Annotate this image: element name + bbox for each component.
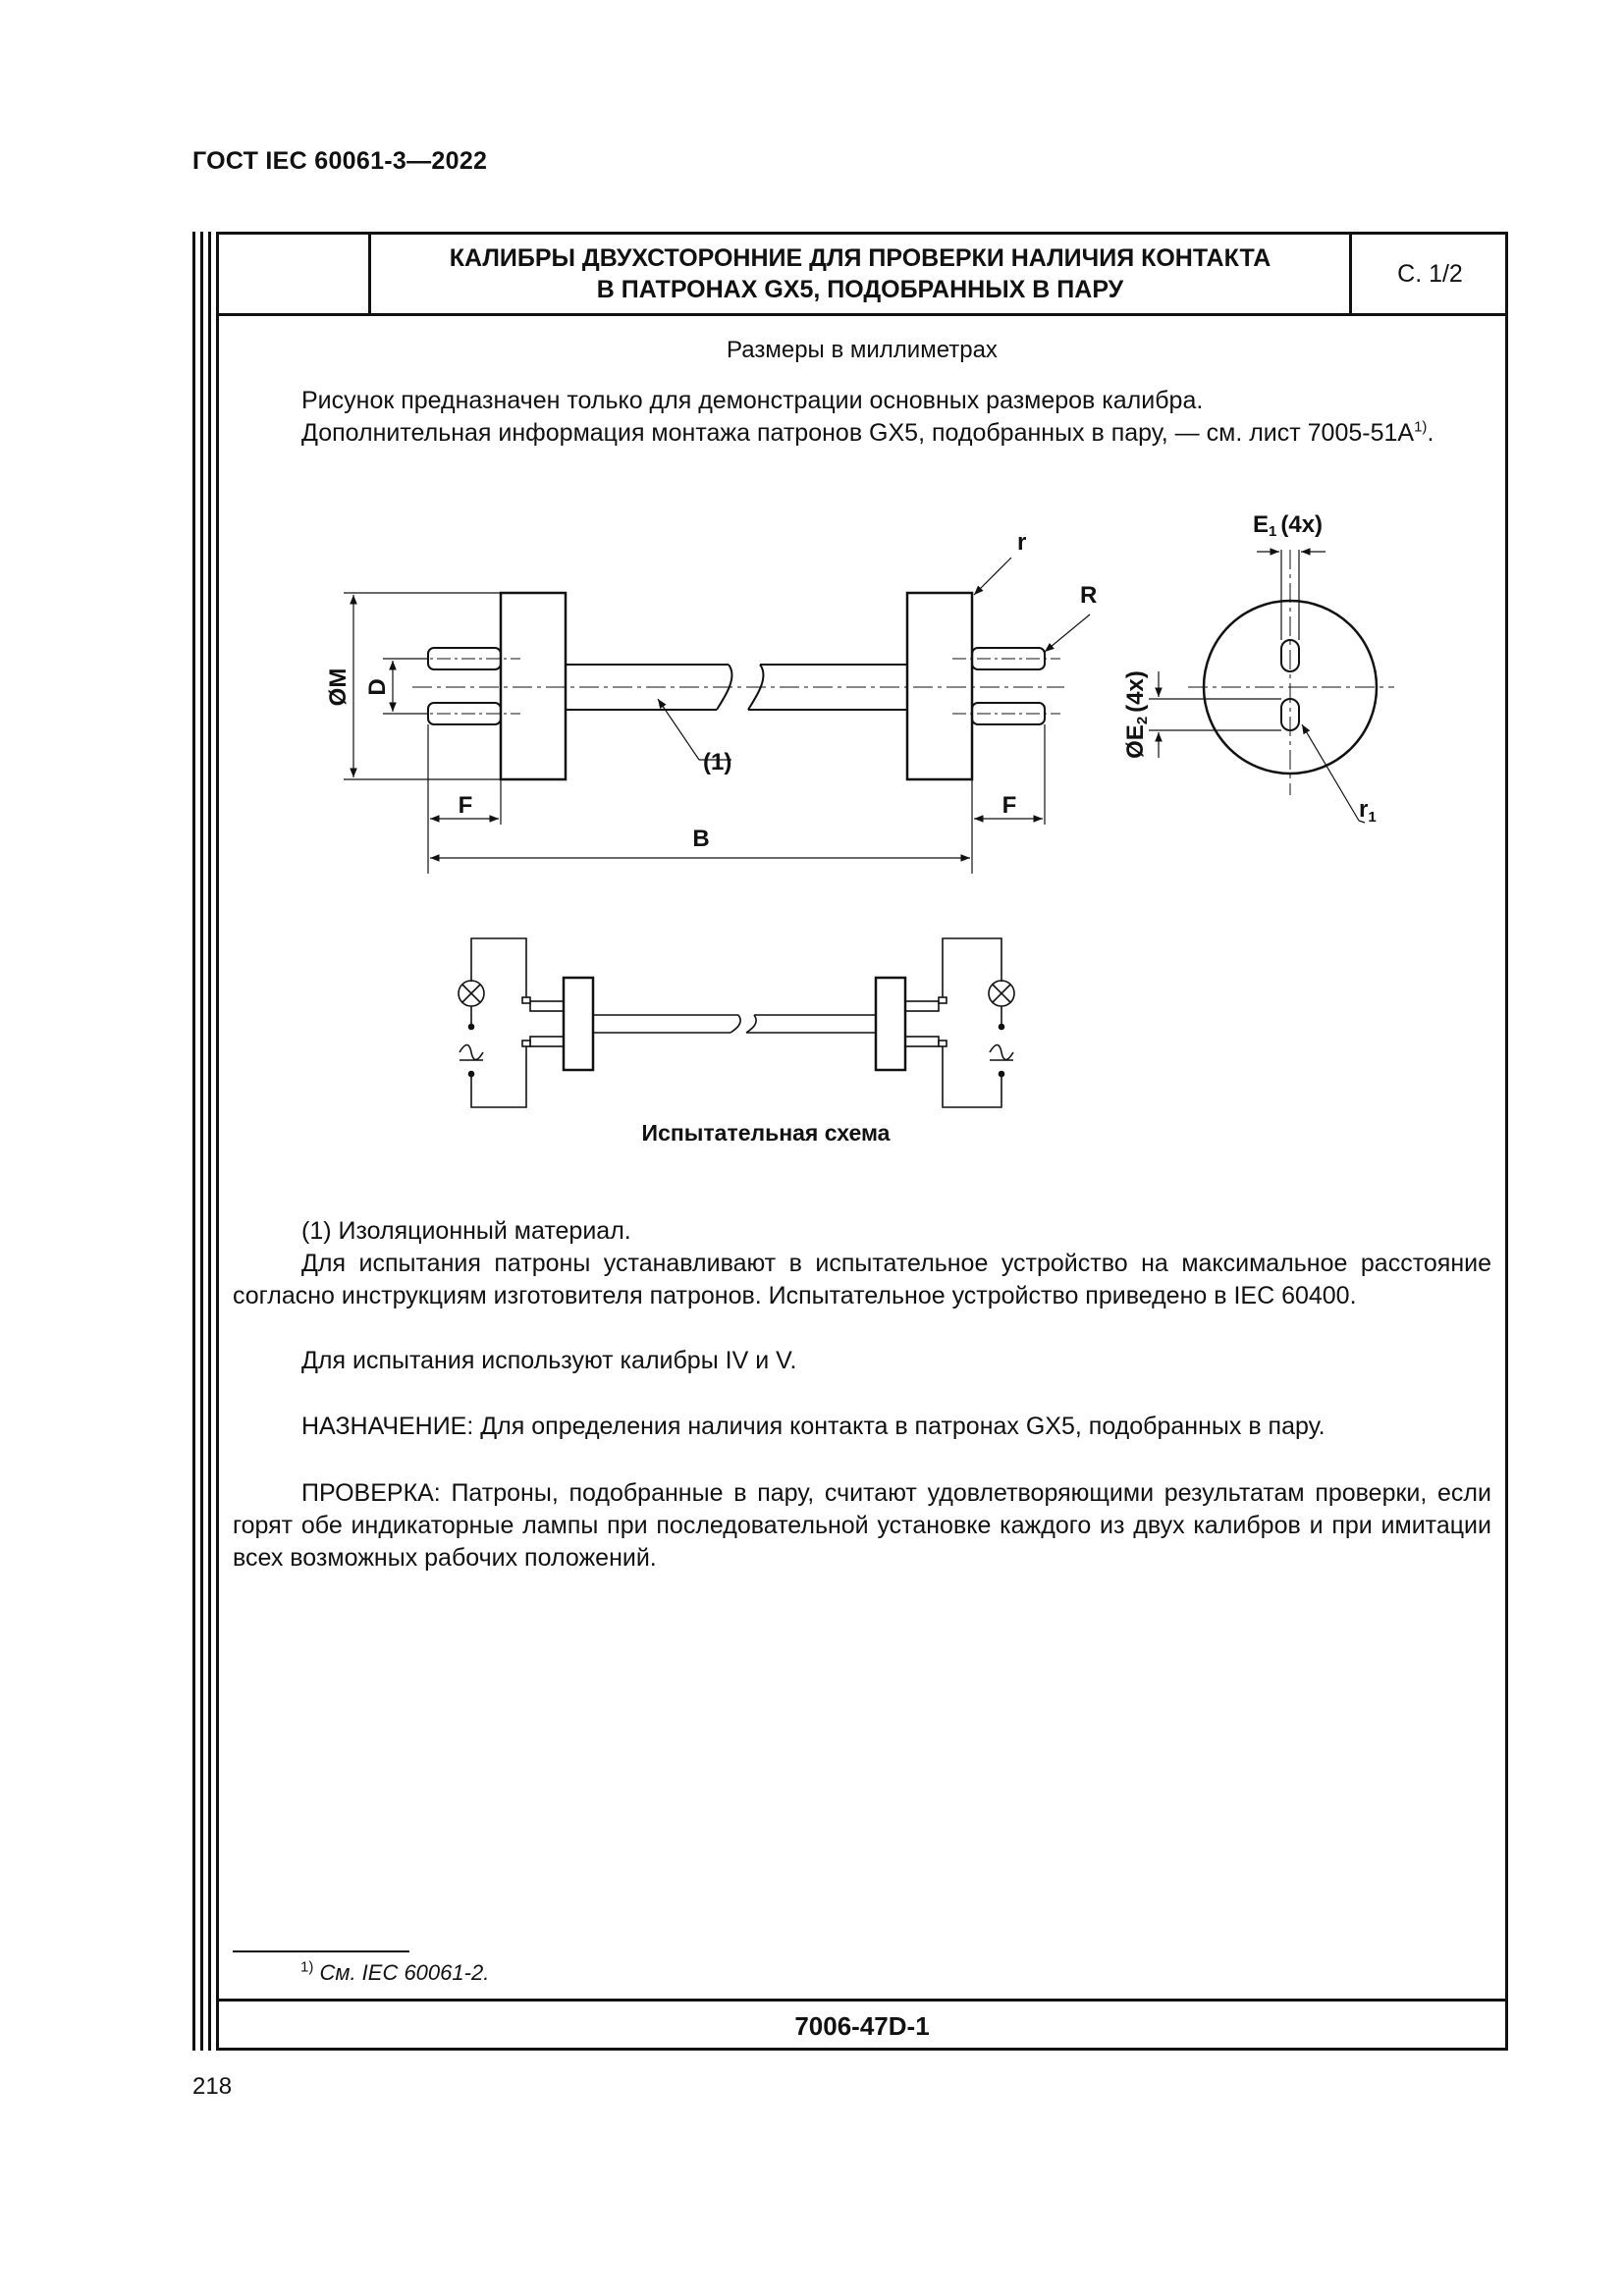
right-flange — [907, 593, 972, 779]
label-e2: ØE2(4x) — [1122, 670, 1151, 759]
footnote-rule — [233, 1950, 409, 1952]
label-d: D — [364, 678, 391, 696]
test-paragraph: Для испытания патроны устанавливают в испытательное устройство на максимальное расстояние согласно инструкциям изготовителя патронов. Испытательное устройство приведено в IEC 60400. — [233, 1250, 1491, 1309]
gauges-paragraph: Для испытания используют калибры IV и V. — [301, 1347, 797, 1374]
intro-paragraph-1-text: Рисунок предназначен только для демонстрации основных размеров калибра. — [301, 387, 1204, 414]
purpose-paragraph: НАЗНАЧЕНИЕ: Для определения наличия контакта в патронах GX5, подобранных в пару. — [301, 1413, 1325, 1440]
footnote-text: См. IEC 60061-2. — [319, 1960, 490, 1985]
sheet-title-line-1: КАЛИБРЫ ДВУХСТОРОННИЕ ДЛЯ ПРОВЕРКИ НАЛИЧИЯ КОНТАКТА — [449, 244, 1271, 272]
dimensions-note: Размеры в миллиметрах — [727, 337, 998, 363]
leader-r-small — [974, 558, 1011, 595]
footnote-marker: 1) — [300, 1958, 314, 1976]
label-r-small: r — [1017, 529, 1027, 556]
note-insulation: (1) Изоляционный материал. — [301, 1217, 631, 1245]
footnote — [300, 1960, 489, 1986]
label-f-left: F — [458, 792, 473, 819]
label-b: B — [692, 826, 710, 852]
label-insulation-ref: (1) — [703, 749, 732, 775]
test-circuit — [459, 938, 1014, 1107]
label-f-right: F — [1001, 792, 1017, 819]
intro-paragraph-2-text: Дополнительная информация монтажа патронов GX5, подобранных в пару, — см. лист 7005-51A — [301, 419, 1415, 447]
label-e1: E1 (4x) — [1253, 511, 1324, 540]
check-paragraph: ПРОВЕРКА: Патроны, подобранные в пару, считают удовлетворяющими результатам проверки, если горят обе индикаторные лампы при последовательной установке каждого из двух калибров и при имитации всех возможных рабочих положений. — [233, 1479, 1491, 1572]
gauge-drawing — [0, 0, 1623, 1129]
circuit-left-flange — [564, 978, 593, 1070]
page-number: 218 — [192, 2073, 233, 2100]
right-ac-source-icon — [990, 1045, 1013, 1060]
left-ac-source-icon — [460, 1045, 483, 1060]
leader-r-big — [1045, 614, 1090, 652]
standard-title: ГОСТ IEC 60061-3—2022 — [192, 147, 488, 175]
sheet-index: С. 1/2 — [1397, 259, 1463, 288]
label-diam-m: ØM — [325, 667, 352, 707]
circuit-right-flange — [876, 978, 905, 1070]
leader-r1 — [1302, 724, 1359, 821]
footnote-ref: 1) — [1414, 418, 1428, 436]
sheet-title-line-2: В ПАТРОНАХ GX5, ПОДОБРАННЫХ В ПАРУ — [596, 276, 1124, 303]
sheet-code: 7006-47D-1 — [216, 1999, 1508, 2051]
intro-paragraph-2-end: . — [1427, 419, 1434, 447]
test-circuit-caption: Испытательная схема — [641, 1120, 891, 1146]
left-flange — [501, 593, 566, 779]
label-r-big: R — [1080, 582, 1098, 609]
label-r1: $r_1$ — [1359, 796, 1377, 826]
leader-insulation — [658, 699, 699, 760]
